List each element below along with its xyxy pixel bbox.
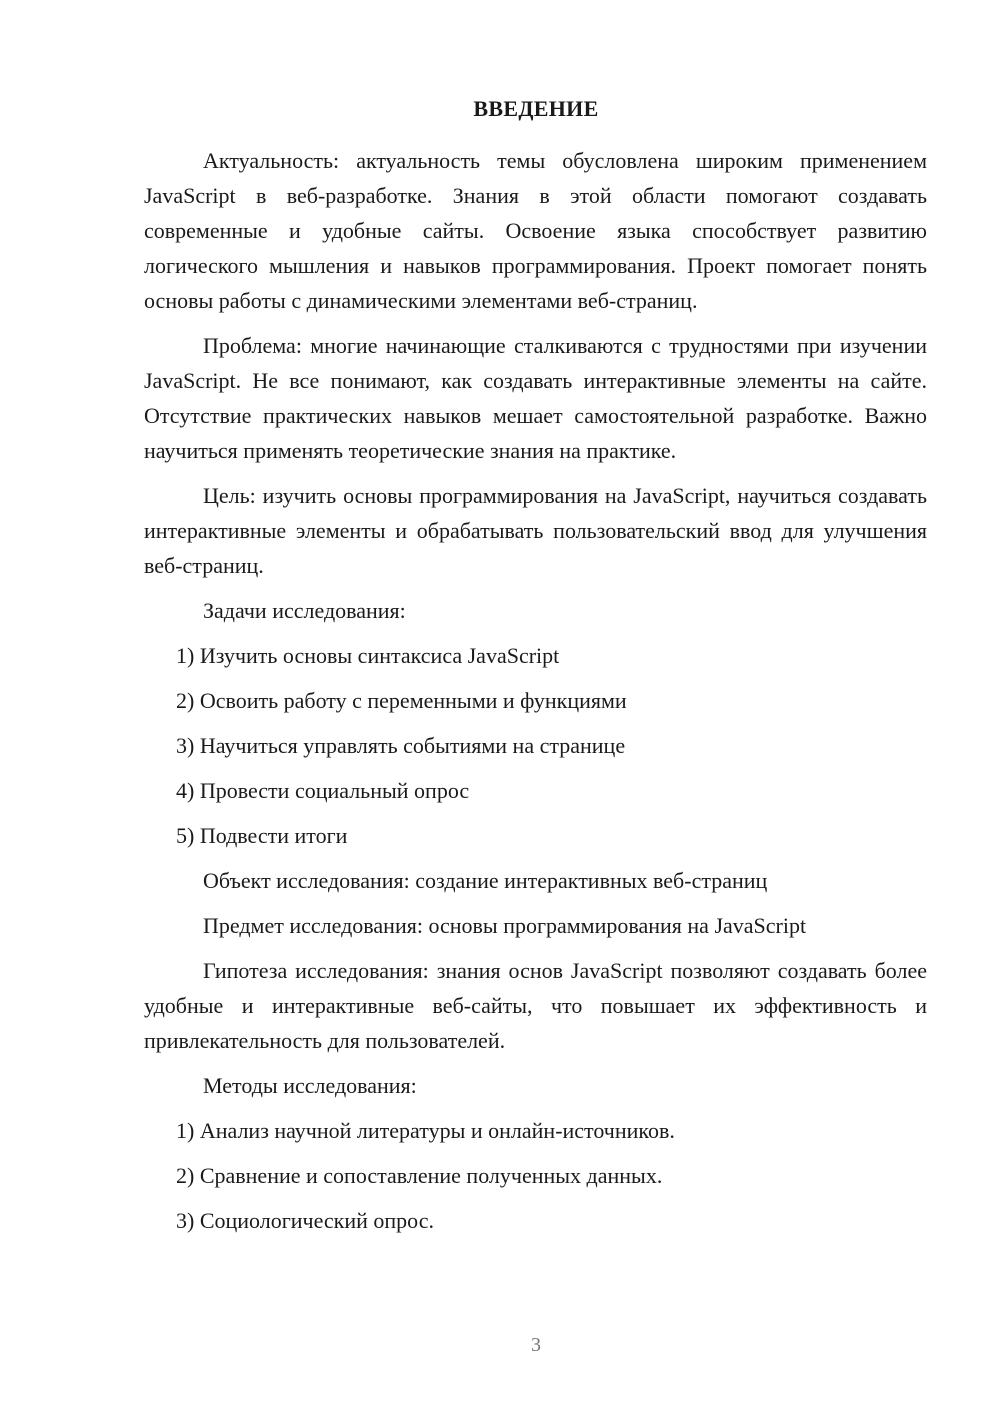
task-item: 2) Освоить работу с переменными и функциями: [176, 688, 627, 713]
methods-heading: Методы исследования:: [203, 1073, 417, 1098]
methods-list: [144, 1113, 927, 1238]
task-item: 1) Изучить основы синтаксиса JavaScript: [176, 643, 560, 668]
task-item: 4) Провести социальный опрос: [176, 778, 470, 803]
tasks-heading: Задачи исследования:: [203, 598, 406, 623]
hypothesis-paragraph: Гипотеза исследования: знания основ JavaScript позволяют создавать более удобные и интерактивные веб-сайты, что повышает их эффективность и привлекательность для пользователей.: [144, 958, 927, 1053]
relevance-paragraph: Актуальность: актуальность темы обусловлена широким применением JavaScript в веб-разработке. Знания в этой области помогают создавать современные и удобные сайты. Освоение языка способствует развитию логического мышления и навыков программирования. Проект помогает понять основы работы с динамическими элементами веб-страниц.: [144, 148, 927, 313]
page-title: ВВЕДЕНИЕ: [473, 96, 599, 121]
subject-paragraph: Предмет исследования: основы программирования на JavaScript: [203, 913, 807, 938]
document-body: [144, 143, 927, 1248]
method-item: 2) Сравнение и сопоставление полученных данных.: [176, 1163, 663, 1188]
problem-paragraph: Проблема: многие начинающие сталкиваются с трудностями при изучении JavaScript. Не все понимают, как создавать интерактивные элементы на сайте. Отсутствие практических навыков мешает самостоятельной разработке. Важно научиться применять теоретические знания на практике.: [144, 333, 927, 463]
task-item: 5) Подвести итоги: [176, 823, 348, 848]
object-paragraph: Объект исследования: создание интерактивных веб-страниц: [203, 868, 768, 893]
method-item: 1) Анализ научной литературы и онлайн-источников.: [176, 1118, 675, 1143]
tasks-list: [144, 638, 927, 853]
goal-paragraph: Цель: изучить основы программирования на JavaScript, научиться создавать интерактивные элементы и обрабатывать пользовательский ввод для улучшения веб-страниц.: [144, 483, 927, 578]
task-item: 3) Научиться управлять событиями на странице: [176, 733, 626, 758]
page-number: 3: [531, 1334, 541, 1356]
method-item: 3) Социологический опрос.: [176, 1208, 434, 1233]
